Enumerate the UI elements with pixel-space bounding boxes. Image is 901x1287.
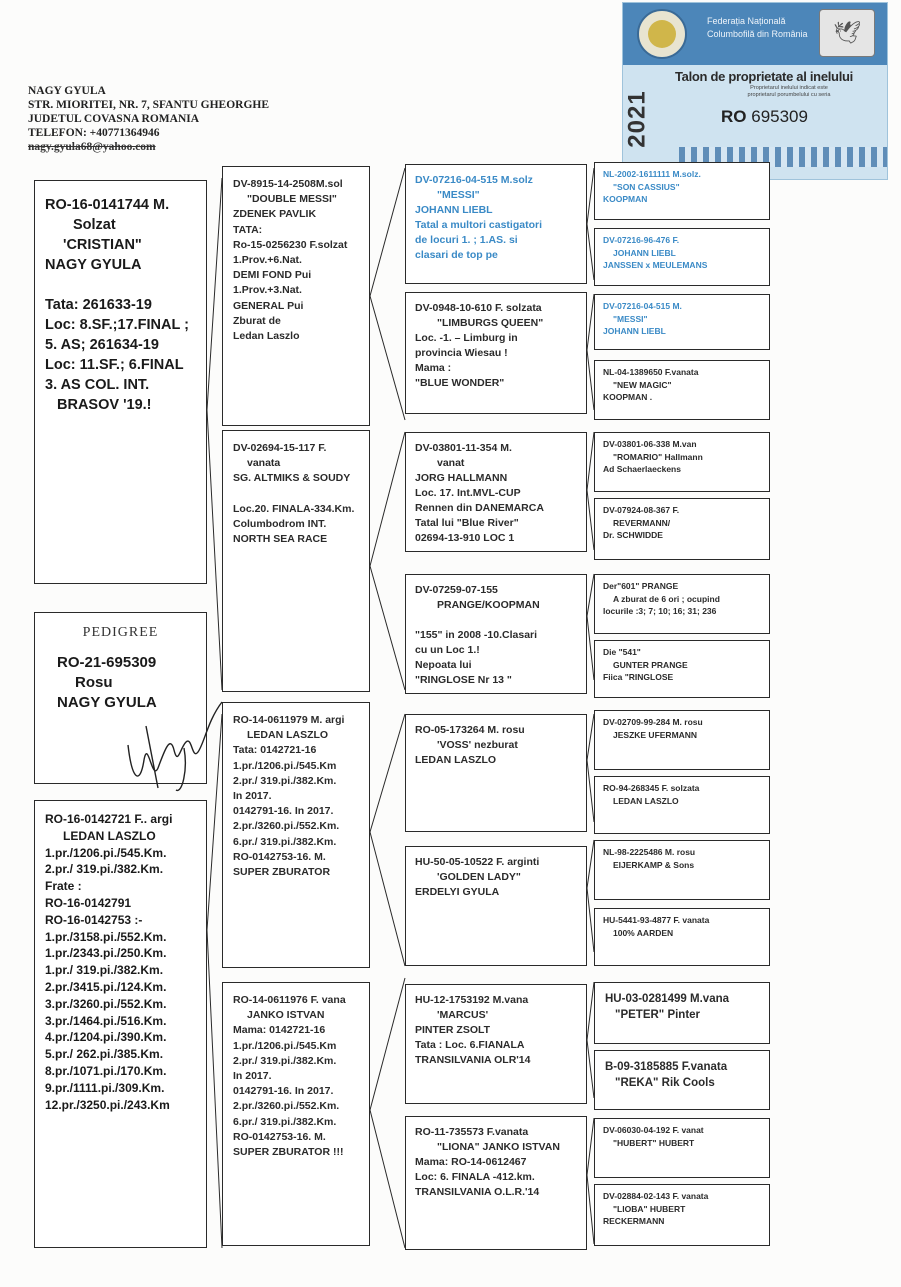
pedigree-line: REVERMANN/ <box>613 517 671 528</box>
pedigree-line: 02694-13-910 LOC 1 <box>415 532 515 544</box>
pedigree-line: DV-02694-15-117 F. <box>233 442 327 454</box>
pedigree-line: RECKERMANN <box>603 1216 665 1226</box>
pedigree-line: provincia Wiesau ! <box>415 347 508 359</box>
pedigree-line: Nepoata lui <box>415 659 472 671</box>
pedigree-line: 8.pr./1071.pi./170.Km. <box>45 1063 167 1078</box>
pedigree-line: DV-07924-08-367 F. <box>603 505 680 515</box>
pedigree-line: 'MARCUS' <box>437 1009 489 1021</box>
pedigree-line <box>233 487 359 502</box>
pedigree-line: DV-06030-04-192 F. vanat <box>603 1125 704 1135</box>
pedigree-line: "SON CASSIUS" <box>613 181 680 192</box>
gen4-box-15 <box>594 1118 770 1178</box>
pedigree-line: "PETER" Pinter <box>615 1009 701 1021</box>
gen4-box-14 <box>594 1050 770 1110</box>
pedigree-line: Loc. 17. Int.MVL-CUP <box>415 487 521 499</box>
pedigree-line: 2.pr./3260.pi./552.Km. <box>233 820 340 833</box>
pedigree-line: 0142791-16. In 2017. <box>233 805 334 818</box>
pedigree-line: 100% AARDEN <box>613 927 674 938</box>
pedigree-line: 3. AS COL. INT. <box>45 377 150 393</box>
pedigree-line: "MESSI" <box>437 189 480 201</box>
pedigree-line: RO-16-0142753 :- <box>45 912 143 927</box>
pedigree-line: DV-03801-06-338 M.van <box>603 439 697 449</box>
pedigree-line: GUNTER PRANGE <box>613 659 688 670</box>
pedigree-line: vanat <box>437 457 465 469</box>
owner-name: NAGY GYULA <box>28 85 106 97</box>
pedigree-line: ZDENEK PAVLIK <box>233 208 317 221</box>
pedigree-line: 1.pr./ 319.pi./382.Km. <box>45 963 164 978</box>
gen3-box-7 <box>405 984 587 1104</box>
gen4-box-9 <box>594 710 770 770</box>
dam-box <box>34 800 207 1248</box>
pedigree-line: 12.pr./3250.pi./243.Km <box>45 1097 170 1112</box>
tag-year: 2021 <box>623 90 651 148</box>
pedigree-line: JOHANN LIEBL <box>415 204 493 216</box>
pedigree-line: de locuri 1. ; 1.AS. si <box>415 234 518 246</box>
gen4-box-10 <box>594 776 770 834</box>
pedigree-line: 4.pr./1204.pi./390.Km. <box>45 1030 167 1045</box>
pedigree-line: RO-16-0141744 M. <box>45 197 170 213</box>
pedigree-line: "ROMARIO" Hallmann <box>613 451 703 462</box>
pedigree-line: SG. ALTMIKS & SOUDY <box>233 472 351 485</box>
pedigree-line: HU-12-1753192 M.vana <box>415 994 529 1006</box>
pedigree-line: 0142791-16. In 2017. <box>233 1085 334 1098</box>
pedigree-line: 1.pr./2343.pi./250.Km. <box>45 946 167 961</box>
grandsire-sire-side-box <box>222 166 370 426</box>
pedigree-line: "RINGLOSE Nr 13 " <box>415 674 512 686</box>
pedigree-line: JANSSEN x MEULEMANS <box>603 260 708 270</box>
owner-street: STR. MIORITEI, NR. 7, SFANTU GHEORGHE <box>28 99 270 111</box>
pedigree-line: "BLUE WONDER" <box>415 377 505 389</box>
pedigree-line: NORTH SEA RACE <box>233 533 328 546</box>
pedigree-line: Rennen din DANEMARCA <box>415 502 544 514</box>
pedigree-line: Mama: RO-14-0612467 <box>415 1156 527 1168</box>
pedigree-line: DV-07216-04-515 M. <box>603 301 682 311</box>
pedigree-line: A zburat de 6 ori ; ocupind <box>613 593 720 604</box>
pedigree-line: 6.pr./ 319.pi./382.Km. <box>233 1115 337 1128</box>
pedigree-line: Loc.20. FINALA-334.Km. <box>233 502 355 515</box>
pedigree-line: 1.Prov.+3.Nat. <box>233 284 302 297</box>
pedigree-line: 5.pr./ 262.pi./385.Km. <box>45 1047 164 1062</box>
pedigree-line: GENERAL Pui <box>233 299 304 312</box>
pedigree-line: Zburat de <box>233 314 281 327</box>
gen4-box-11 <box>594 840 770 900</box>
pedigree-line: BRASOV '19.! <box>57 397 152 413</box>
pedigree-line: Ledan Laszlo <box>233 330 300 343</box>
pedigree-line: Loc: 6. FINALA -412.km. <box>415 1171 535 1183</box>
pedigree-line: DV-07216-04-515 M.solz <box>415 174 533 186</box>
pedigree-line: RO-14-0611976 F. vana <box>233 994 346 1006</box>
tag-ring-number: RO 695309 <box>721 107 808 126</box>
pedigree-line: JORG HALLMANN <box>415 472 508 484</box>
pedigree-line: 'GOLDEN LADY" <box>437 871 521 883</box>
pedigree-line: RO-21-695309 <box>57 654 157 671</box>
pedigree-line: SUPER ZBURATOR !!! <box>233 1146 344 1159</box>
pedigree-line: DV-07259-07-155 <box>415 584 498 596</box>
owner-phone: TELEFON: +40771364946 <box>28 127 160 139</box>
pedigree-line: "LIMBURGS QUEEN" <box>437 317 544 329</box>
pedigree-line: NL-04-1389650 F.vanata <box>603 367 699 377</box>
pedigree-line: DV-02884-02-143 F. vanata <box>603 1191 709 1201</box>
pedigree-line: Tatal lui "Blue River" <box>415 517 519 529</box>
owner-county: JUDETUL COVASNA ROMANIA <box>28 113 200 125</box>
gen4-box-4 <box>594 360 770 420</box>
pedigree-line: HU-5441-93-4877 F. vanata <box>603 915 710 925</box>
handwritten-signature <box>118 690 228 800</box>
gen3-box-3 <box>405 432 587 552</box>
pedigree-line: RO-14-0611979 M. argi <box>233 714 345 726</box>
pedigree-line: 'CRISTIAN" <box>63 237 142 253</box>
pedigree-line: 2.pr./ 319.pi./382.Km. <box>45 862 164 877</box>
pedigree-line: PINTER ZSOLT <box>415 1024 491 1036</box>
pedigree-line: RO-16-0142791 <box>45 895 132 910</box>
gen4-box-8 <box>594 640 770 698</box>
pedigree-line: RO-05-173264 M. rosu <box>415 724 525 736</box>
pedigree-line: 1.pr./1206.pi./545.Km <box>233 1039 337 1052</box>
pedigree-line: 1.pr./1206.pi./545.Km. <box>45 845 167 860</box>
pedigree-line: Tatal a multori castigatori <box>415 219 542 231</box>
pedigree-line: 2.pr./3260.pi./552.Km. <box>233 1100 340 1113</box>
pedigree-line: cu un Loc 1.! <box>415 644 480 656</box>
pedigree-line: Fiica "RINGLOSE <box>603 672 674 682</box>
pedigree-line: 1.pr./1206.pi./545.Km <box>233 759 337 772</box>
pedigree-line: Solzat <box>73 217 116 233</box>
pedigree-line: Columbodrom INT. <box>233 518 327 531</box>
pedigree-line: Mama : <box>415 362 452 374</box>
granddam-sire-side-box <box>222 430 370 692</box>
pedigree-line: LEDAN LASZLO <box>247 729 329 742</box>
pedigree-line: Frate : <box>45 879 82 894</box>
gen3-box-5 <box>405 714 587 832</box>
pedigree-line: 'VOSS' nezburat <box>437 739 518 751</box>
pedigree-line: Tata: 0142721-16 <box>233 744 317 757</box>
pedigree-line: LEDAN LASZLO <box>63 828 156 843</box>
pedigree-line: 3.pr./1464.pi./516.Km. <box>45 1013 167 1028</box>
pedigree-line: vanata <box>247 457 281 470</box>
tag-organization: Federația Națională Columbofilă din România <box>707 16 808 39</box>
pedigree-line: Die "541" <box>603 647 641 657</box>
pedigree-line: RO-16-0142721 F.. argi <box>45 812 173 826</box>
pedigree-line: In 2017. <box>233 790 272 803</box>
gen4-box-5 <box>594 432 770 492</box>
pedigree-line: In 2017. <box>233 1070 272 1083</box>
granddam-dam-side-box <box>222 982 370 1246</box>
pedigree-line: KOOPMAN . <box>603 392 653 402</box>
pigeon-seal-icon: 🕊 <box>819 9 875 57</box>
pedigree-line: 6.pr./ 319.pi./382.Km. <box>233 835 337 848</box>
pedigree-line: Dr. SCHWIDDE <box>603 530 663 540</box>
pedigree-line: LEDAN LASZLO <box>415 754 497 766</box>
pedigree-line: "REKA" Rik Cools <box>615 1077 715 1089</box>
owner-email: nagy.gyula68@yahoo.com <box>28 141 156 153</box>
pedigree-line: Ad Schaerlaeckens <box>603 464 681 474</box>
pedigree-line: 2.pr./ 319.pi./382.Km. <box>233 1054 337 1067</box>
pedigree-line: RO-0142753-16. M. <box>233 1130 326 1143</box>
gen4-box-12 <box>594 908 770 966</box>
gen3-box-4 <box>405 574 587 694</box>
gen4-box-1 <box>594 162 770 220</box>
pedigree-line: "155" in 2008 -10.Clasari <box>415 629 538 641</box>
pedigree-line: Mama: 0142721-16 <box>233 1024 326 1037</box>
pedigree-line: Der"601" PRANGE <box>603 581 679 591</box>
pedigree-line: "DOUBLE MESSI" <box>247 193 337 206</box>
pedigree-line: JOHANN LIEBL <box>603 326 666 336</box>
pedigree-line: Ro-15-0256230 F.solzat <box>233 238 348 251</box>
pedigree-line: Loc: 11.SF.; 6.FINAL <box>45 357 184 373</box>
pedigree-line: Rosu <box>75 674 113 691</box>
pedigree-line: TRANSILVANIA OLR'14 <box>415 1054 531 1066</box>
pedigree-line: EIJERKAMP & Sons <box>613 859 695 870</box>
pedigree-line: DV-8915-14-2508M.sol <box>233 178 343 190</box>
pedigree-line: 2.pr./3415.pi./124.Km. <box>45 979 167 994</box>
pedigree-line: 1.pr./3158.pi./552.Km. <box>45 929 167 944</box>
gen4-box-3 <box>594 294 770 350</box>
pedigree-line: locurile :3; 7; 10; 16; 31; 236 <box>603 606 717 616</box>
pedigree-line: Loc. -1. – Limburg in <box>415 332 518 344</box>
pedigree-line: DV-07216-96-476 F. <box>603 235 680 245</box>
pedigree-line: KOOPMAN <box>603 194 648 204</box>
pedigree-line: 2.pr./ 319.pi./382.Km. <box>233 774 337 787</box>
pedigree-line: JESZKE UFERMANN <box>613 729 698 740</box>
pedigree-line: clasari de top pe <box>415 249 498 261</box>
pedigree-line: SUPER ZBURATOR <box>233 866 331 879</box>
pedigree-line: TATA: <box>233 223 263 236</box>
pedigree-line: 9.pr./1111.pi./309.Km. <box>45 1080 165 1095</box>
pedigree-line: HU-50-05-10522 F. arginti <box>415 856 540 868</box>
pedigree-line: DEMI FOND Pui <box>233 269 312 282</box>
pedigree-line: RO-0142753-16. M. <box>233 850 326 863</box>
tag-title: Talon de proprietate al inelului <box>675 69 853 84</box>
gen4-box-2 <box>594 228 770 286</box>
pedigree-line: "HUBERT" HUBERT <box>613 1137 695 1148</box>
gen4-box-7 <box>594 574 770 634</box>
pedigree-line: DV-02709-99-284 M. rosu <box>603 717 703 727</box>
pedigree-line: RO-94-268345 F. solzata <box>603 783 700 793</box>
pedigree-line: DV-0948-10-610 F. solzata <box>415 302 542 314</box>
pedigree-line: "LIOBA" HUBERT <box>613 1203 686 1214</box>
pedigree-line: RO-11-735573 F.vanata <box>415 1126 529 1138</box>
pedigree-line: PRANGE/KOOPMAN <box>437 599 540 611</box>
pedigree-line: HU-03-0281499 M.vana <box>605 993 730 1005</box>
pedigree-line: Tata : Loc. 6.FIANALA <box>415 1039 525 1051</box>
pedigree-line: NAGY GYULA <box>45 257 142 273</box>
pedigree-line: JANKO ISTVAN <box>247 1009 325 1022</box>
pedigree-line: NL-2002-1611111 M.solz. <box>603 169 701 179</box>
grandsire-dam-side-box <box>222 702 370 968</box>
pedigree-line: JOHANN LIEBL <box>613 247 676 258</box>
pedigree-line: 1.Prov.+6.Nat. <box>233 254 302 267</box>
pedigree-line: 5. AS; 261634-19 <box>45 337 159 353</box>
pedigree-line: "NEW MAGIC" <box>613 379 672 390</box>
pedigree-line: TRANSILVANIA O.L.R.'14 <box>415 1186 540 1198</box>
gen3-box-1 <box>405 164 587 284</box>
pedigree-title: PEDIGREE <box>82 625 159 640</box>
pedigree-line: 3.pr./3260.pi./552.Km. <box>45 996 167 1011</box>
pedigree-line: NAGY GYULA <box>57 694 157 711</box>
pedigree-line: DV-03801-11-354 M. <box>415 442 512 454</box>
pedigree-line: ERDELYI GYULA <box>415 886 500 898</box>
gen3-box-6 <box>405 846 587 966</box>
gen4-box-16 <box>594 1184 770 1246</box>
gen3-box-2 <box>405 292 587 414</box>
pedigree-line <box>415 613 577 628</box>
pedigree-line: LEDAN LASZLO <box>613 795 679 806</box>
gen4-box-6 <box>594 498 770 560</box>
pedigree-line: NL-98-2225486 M. rosu <box>603 847 696 857</box>
gen3-box-8 <box>405 1116 587 1250</box>
pedigree-line: Tata: 261633-19 <box>45 297 152 313</box>
pedigree-line: "LIONA" JANKO ISTVAN <box>437 1141 560 1153</box>
tag-subtitle: Proprietarul inelului indicat este proprietarul porumbelului cu seria <box>747 85 831 98</box>
pedigree-line <box>45 275 196 295</box>
pedigree-line: "MESSI" <box>613 313 648 324</box>
pedigree-line: Loc: 8.SF.;17.FINAL ; <box>45 317 189 333</box>
gen4-box-13 <box>594 982 770 1044</box>
pedigree-line: B-09-3185885 F.vanata <box>605 1061 728 1073</box>
sire-box <box>34 180 207 584</box>
